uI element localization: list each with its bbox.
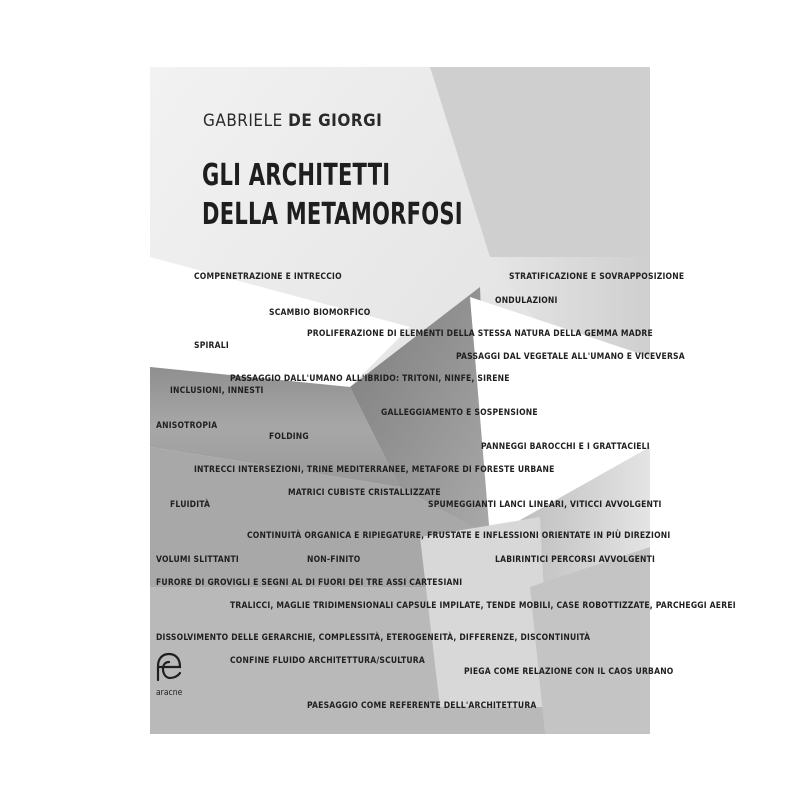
- cover-tag: SCAMBIO BIOMORFICO: [269, 308, 371, 318]
- cover-tag: CONTINUITÀ ORGANICA E RIPIEGATURE, FRUSTATE E INFLESSIONI ORIENTATE IN PIÙ DIREZIONI: [247, 531, 671, 541]
- cover-tag: SPIRALI: [194, 341, 229, 351]
- publisher-mark-icon: [156, 652, 182, 682]
- book-title-line-2: DELLA METAMORFOSI: [202, 197, 463, 232]
- author-last-name: DE GIORGI: [288, 111, 383, 131]
- author-name: [203, 111, 382, 131]
- cover-tag: PIEGA COME RELAZIONE CON IL CAOS URBANO: [464, 667, 674, 677]
- cover-tag: CONFINE FLUIDO ARCHITETTURA/SCULTURA: [230, 656, 425, 666]
- cover-tag: COMPENETRAZIONE E INTRECCIO: [194, 272, 342, 282]
- cover-tag: PANNEGGI BAROCCHI E I GRATTACIELI: [481, 442, 650, 452]
- cover-tag: TRALICCI, MAGLIE TRIDIMENSIONALI CAPSULE IMPILATE, TENDE MOBILI, CASE ROBOTTIZZATE, PARCHEGGI AEREI: [230, 601, 736, 611]
- cover-tag: INCLUSIONI, INNESTI: [170, 386, 264, 396]
- book-title-line-1: GLI ARCHITETTI: [202, 158, 391, 193]
- publisher-logo: [156, 652, 182, 698]
- cover-tag: NON-FINITO: [307, 555, 361, 565]
- cover-tag: ONDULAZIONI: [495, 296, 558, 306]
- publisher-name: aracne: [156, 688, 183, 698]
- cover-tag: INTRECCI INTERSEZIONI, TRINE MEDITERRANEE, METAFORE DI FORESTE URBANE: [194, 465, 555, 475]
- cover-tag: MATRICI CUBISTE CRISTALLIZZATE: [288, 488, 441, 498]
- cover-tag: PASSAGGI DAL VEGETALE ALL'UMANO E VICEVERSA: [456, 352, 685, 362]
- cover-tag: ANISOTROPIA: [156, 421, 218, 431]
- cover-tag: GALLEGGIAMENTO E SOSPENSIONE: [381, 408, 538, 418]
- book-cover: [150, 67, 736, 734]
- cover-tag: STRATIFICAZIONE E SOVRAPPOSIZIONE: [509, 272, 685, 282]
- cover-tag: LABIRINTICI PERCORSI AVVOLGENTI: [495, 555, 656, 565]
- cover-tag: SPUMEGGIANTI LANCI LINEARI, VITICCI AVVOLGENTI: [428, 500, 662, 510]
- cover-tag: VOLUMI SLITTANTI: [156, 555, 239, 565]
- cover-tag: FURORE DI GROVIGLI E SEGNI AL DI FUORI DEI TRE ASSI CARTESIANI: [156, 578, 463, 588]
- cover-tag: DISSOLVIMENTO DELLE GERARCHIE, COMPLESSITÀ, ETEROGENEITÀ, DIFFERENZE, DISCONTINUITÀ: [156, 633, 591, 643]
- author-first-name: GABRIELE: [203, 111, 283, 131]
- cover-tag: PASSAGGIO DALL'UMANO ALL'IBRIDO: TRITONI, NINFE, SIRENE: [230, 374, 510, 384]
- cover-tag: FLUIDITÀ: [170, 500, 211, 510]
- cover-tag: FOLDING: [269, 432, 309, 442]
- cover-tag: PAESAGGIO COME REFERENTE DELL'ARCHITETTURA: [307, 701, 537, 711]
- cover-tag: PROLIFERAZIONE DI ELEMENTI DELLA STESSA NATURA DELLA GEMMA MADRE: [307, 329, 653, 339]
